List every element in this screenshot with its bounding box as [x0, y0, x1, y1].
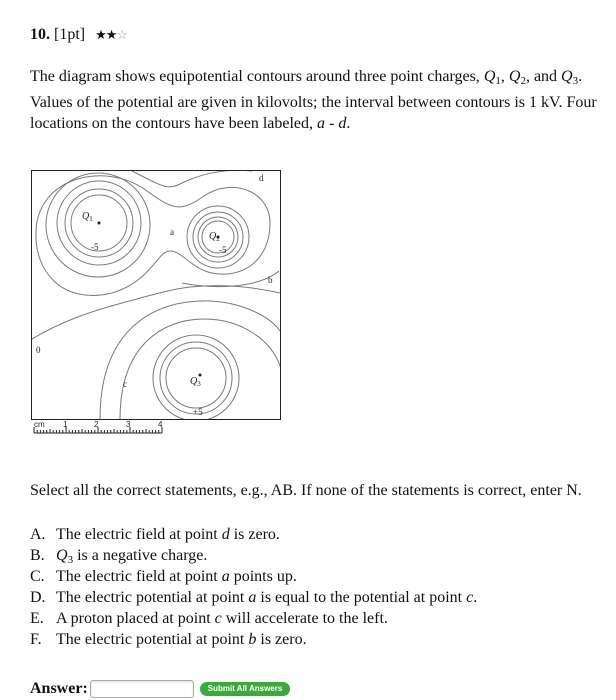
- intro-comma: ,: [500, 68, 509, 85]
- q3-dot: [199, 374, 202, 377]
- question-header: [30, 26, 127, 44]
- point-c-label: c: [123, 379, 127, 389]
- q1-subscript: 1: [495, 75, 501, 87]
- intro-a: a: [317, 115, 326, 132]
- star-empty-icon: ☆: [116, 27, 128, 42]
- scale-tick-label: 2: [94, 420, 99, 429]
- q3-subscript: 3: [572, 75, 579, 87]
- q3-potential-label: +5: [193, 407, 203, 417]
- contour-plot: [32, 171, 280, 419]
- instruction-text: Select all the correct statements, e.g., AB. If none of the statements is correct, enter N.: [30, 482, 582, 499]
- answer-row: [30, 680, 290, 698]
- intro-dash: -: [325, 115, 339, 132]
- option-f: F. The electric potential at point b is zero.: [30, 631, 307, 648]
- question-intro: [30, 66, 615, 134]
- question-number: 10.: [30, 26, 50, 43]
- q3-symbol: Q: [561, 68, 573, 85]
- answer-input[interactable]: [90, 680, 194, 698]
- q1-dot: [98, 222, 101, 225]
- intro-and: , and: [525, 68, 562, 85]
- point-d-label: d: [259, 173, 264, 183]
- intro-end: .: [346, 115, 351, 132]
- option-list: [30, 524, 477, 650]
- point-b-label: b: [268, 275, 273, 285]
- outer-contour: [132, 171, 252, 187]
- q3-contour: [100, 301, 280, 419]
- q1-potential-label: -5: [91, 242, 99, 252]
- option-b: B. $Q_3$ is a negative charge.: [30, 547, 208, 566]
- intro-text: The diagram shows equipotential contours around three point charges,: [30, 68, 484, 85]
- option-d: D. The electric potential at point a is equal to the potential at point c.: [30, 589, 478, 606]
- submit-all-answers-button[interactable]: Submit All Answers: [200, 682, 291, 696]
- scale-tick-label: 3: [126, 420, 131, 429]
- answer-label: Answer:: [30, 680, 88, 697]
- difficulty-stars: [95, 27, 127, 42]
- point-a-label: a: [170, 227, 174, 237]
- q1-symbol: Q: [483, 68, 496, 85]
- scale-tick-label: 1: [63, 420, 68, 429]
- option-a: A. The electric field at point d is zero.: [30, 526, 280, 543]
- q2-label: $Q_2$: [209, 231, 220, 243]
- q2-subscript: 2: [520, 75, 526, 87]
- zero-contour: [32, 286, 280, 339]
- q3-label: $Q_3$: [190, 376, 201, 388]
- scale-tick-label: 4: [158, 420, 163, 429]
- equipotential-diagram: [31, 170, 281, 420]
- star-filled-icon: ★★: [95, 27, 117, 42]
- q2-symbol: Q: [508, 68, 521, 85]
- distance-scale: [31, 419, 171, 439]
- question-points: [1pt]: [54, 26, 86, 43]
- intro-text-2: . Values of the potential are given in kilovolts; the interval between contours is 1 kV. Four locations on the contours have been labeled,: [30, 68, 597, 132]
- option-c: C. The electric field at point a points up.: [30, 568, 297, 585]
- scale-unit-label: cm: [34, 420, 45, 429]
- intro-d: d: [338, 115, 347, 132]
- q1-label: $Q_1$: [82, 211, 93, 223]
- zero-potential-label: 0: [36, 345, 41, 355]
- q3-contour: [120, 319, 280, 419]
- merged-contour: [36, 176, 270, 296]
- q2-potential-label: -5: [219, 245, 227, 255]
- option-e: E. A proton placed at point c will accelerate to the left.: [30, 610, 388, 627]
